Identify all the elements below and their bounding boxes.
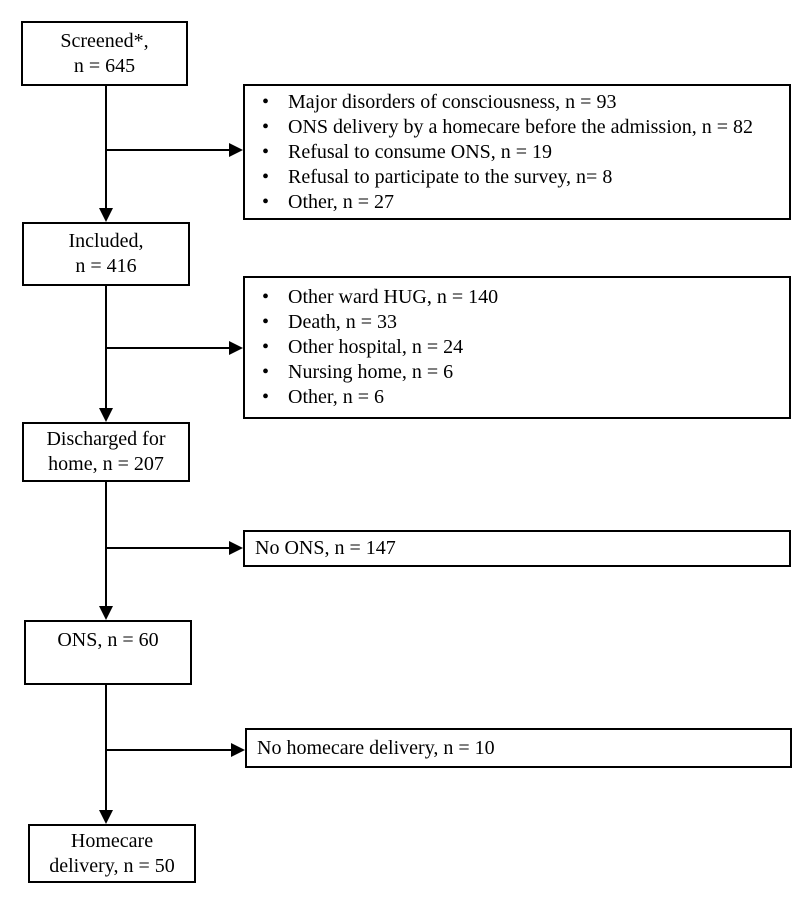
exclusion-item: • Major disorders of consciousness, n = 93 bbox=[262, 90, 781, 115]
no-ons-text: No ONS, n = 147 bbox=[255, 537, 396, 559]
exclusion-list-1 bbox=[245, 90, 789, 215]
branch-line-no-homecare bbox=[106, 749, 231, 751]
ons-line1: ONS, n = 60 bbox=[57, 629, 159, 651]
arrow-down-icon bbox=[99, 208, 113, 222]
included-line2: n = 416 bbox=[75, 255, 137, 277]
exclusion-item: • Nursing home, n = 6 bbox=[262, 360, 781, 385]
discharged-line1: Discharged for bbox=[46, 428, 166, 450]
homecare-line2: delivery, n = 50 bbox=[49, 854, 175, 877]
connector-ons-homecare bbox=[105, 685, 107, 811]
exclusion-item: • Refusal to participate to the survey, n= 8 bbox=[262, 165, 781, 190]
discharged-line2: home, n = 207 bbox=[48, 453, 164, 475]
exclusion-list-2 bbox=[245, 285, 789, 410]
no-ons-box bbox=[243, 530, 791, 567]
exclusion-box-included bbox=[243, 276, 791, 419]
arrow-down-icon bbox=[99, 606, 113, 620]
branch-line-exclusions-1 bbox=[106, 149, 229, 151]
included-line1: Included, bbox=[68, 230, 144, 252]
exclusion-item: • Death, n = 33 bbox=[262, 310, 781, 335]
arrow-right-icon bbox=[231, 743, 245, 757]
flow-box-included bbox=[22, 222, 190, 286]
no-homecare-text: No homecare delivery, n = 10 bbox=[257, 736, 495, 759]
no-homecare-box bbox=[245, 728, 792, 768]
exclusion-item: • Refusal to consume ONS, n = 19 bbox=[262, 140, 781, 165]
exclusion-item: • ONS delivery by a homecare before the admission, n = 82 bbox=[262, 115, 781, 140]
flow-box-ons bbox=[24, 620, 192, 685]
branch-line-exclusions-2 bbox=[106, 347, 229, 349]
exclusion-item: • Other, n = 27 bbox=[262, 190, 781, 215]
flow-box-screened bbox=[21, 21, 188, 86]
screened-line1: Screened*, bbox=[60, 29, 149, 52]
exclusion-box-screened bbox=[243, 84, 791, 220]
exclusion-item: • Other hospital, n = 24 bbox=[262, 335, 781, 360]
branch-line-no-ons bbox=[106, 547, 229, 549]
homecare-line1: Homecare bbox=[70, 829, 154, 852]
flow-box-homecare bbox=[28, 824, 196, 883]
arrow-right-icon bbox=[229, 541, 243, 555]
arrow-right-icon bbox=[229, 143, 243, 157]
arrow-down-icon bbox=[99, 408, 113, 422]
arrow-right-icon bbox=[229, 341, 243, 355]
screened-line2: n = 645 bbox=[73, 54, 136, 77]
arrow-down-icon bbox=[99, 810, 113, 824]
exclusion-item: • Other ward HUG, n = 140 bbox=[262, 285, 781, 310]
exclusion-item: • Other, n = 6 bbox=[262, 385, 781, 410]
flow-box-discharged bbox=[22, 422, 190, 482]
connector-screened-included bbox=[105, 86, 107, 210]
connector-discharged-ons bbox=[105, 482, 107, 607]
